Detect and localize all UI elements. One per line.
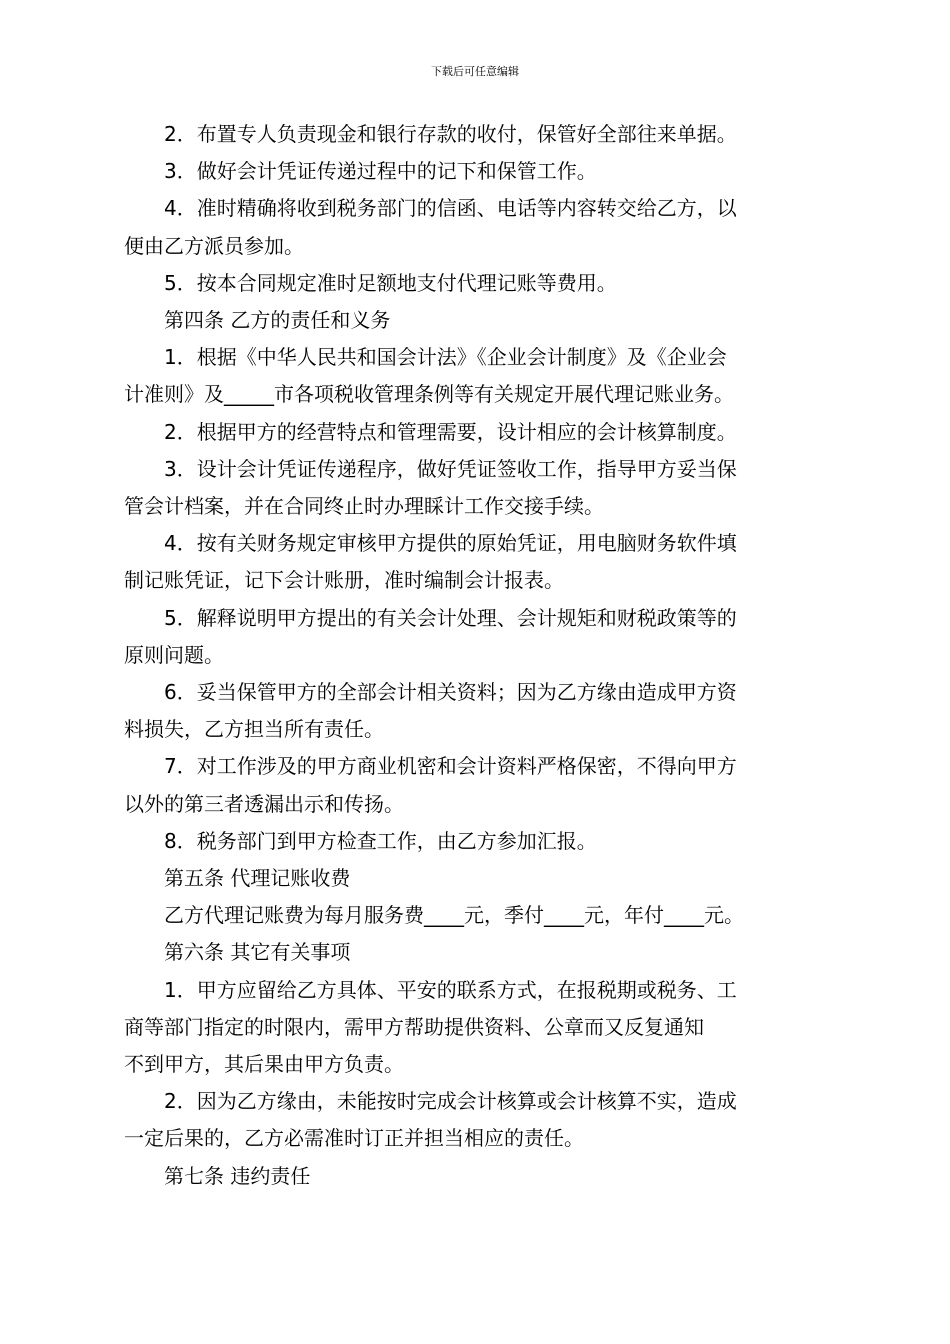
text-line: 7．对工作涉及的甲方商业机密和会计资料严格保密，不得向甲方 <box>164 754 737 779</box>
paragraph <box>144 897 814 934</box>
paragraph <box>124 600 814 674</box>
text-line: 3．做好会计凭证传递过程中的记下和保管工作。 <box>164 159 597 184</box>
text-line: 一定后果的，乙方必需准时订正并担当相应的责任。 <box>124 1126 584 1151</box>
paragraph <box>124 190 814 264</box>
text-line: 2．根据甲方的经营特点和管理需要，设计相应的会计核算制度。 <box>164 419 737 444</box>
text-line: 2．布置专人负责现金和银行存款的收付，保管好全部往来单据。 <box>164 122 737 146</box>
text-line: 5．按本合同规定准时足额地支付代理记账等费用。 <box>164 270 617 295</box>
text-line: 5．解释说明甲方提出的有关会计处理、会计规矩和财税政策等的 <box>164 605 737 630</box>
paragraph <box>144 116 814 153</box>
section-heading <box>144 1158 814 1195</box>
paragraph <box>144 265 814 302</box>
section-heading <box>144 302 814 339</box>
text-line: 以外的第三者透漏出示和传扬。 <box>124 791 404 816</box>
text-line: 8．税务部门到甲方检查工作，由乙方参加汇报。 <box>164 828 597 853</box>
text-line: 4．按有关财务规定审核甲方提供的原始凭证，用电脑财务软件填 <box>164 531 737 556</box>
text-line: 1．甲方应留给乙方具体、平安的联系方式，在报税期或税务、工 <box>164 977 737 1002</box>
text-line: 6．妥当保管甲方的全部会计相关资料；因为乙方缘由造成甲方资 <box>164 680 737 705</box>
page-header: 下载后可任意编辑 <box>431 65 519 78</box>
text-line: 第五条 代理记账收费 <box>164 866 351 891</box>
paragraph <box>124 451 814 525</box>
text-line: 2．因为乙方缘由，未能按时完成会计核算或会计核算不实，造成 <box>164 1089 737 1114</box>
paragraph <box>124 972 814 1084</box>
paragraph <box>144 153 814 190</box>
text-line: 1．根据《中华人民共和国会计法》《企业会计制度》及《企业会 <box>164 345 727 370</box>
text-line: 3．设计会计凭证传递程序，做好凭证签收工作，指导甲方妥当保 <box>164 456 737 481</box>
text-line: 商等部门指定的时限内，需甲方帮助提供资料、公章而又反复通知 <box>124 1014 704 1039</box>
text-line: 第六条 其它有关事项 <box>164 940 351 965</box>
text-line: 原则问题。 <box>124 642 224 667</box>
text-line: 不到甲方，其后果由甲方负责。 <box>124 1052 404 1077</box>
text-line: 第七条 违约责任 <box>164 1163 311 1188</box>
text-line: 管会计档案，并在合同终止时办理睬计工作交接手续。 <box>124 494 604 519</box>
paragraph <box>124 748 814 822</box>
section-heading <box>144 860 814 897</box>
document-body <box>124 116 814 1195</box>
text-line: 4．准时精确将收到税务部门的信函、电话等内容转交给乙方，以 <box>164 196 737 221</box>
paragraph <box>124 1083 814 1157</box>
text-line: 料损失，乙方担当所有责任。 <box>124 717 384 742</box>
paragraph <box>124 525 814 599</box>
text-line: 乙方代理记账费为每月服务费____元，季付____元，年付____元。 <box>164 903 744 928</box>
text-line: 便由乙方派员参加。 <box>124 233 304 258</box>
text-line: 制记账凭证，记下会计账册，准时编制会计报表。 <box>124 568 564 593</box>
paragraph <box>124 674 814 748</box>
paragraph <box>144 823 814 860</box>
paragraph <box>124 339 814 413</box>
paragraph <box>144 414 814 451</box>
section-heading <box>144 934 814 971</box>
text-line: 第四条 乙方的责任和义务 <box>164 308 391 333</box>
text-line: 计准则》及_____市各项税收管理条例等有关规定开展代理记账业务。 <box>124 382 734 407</box>
